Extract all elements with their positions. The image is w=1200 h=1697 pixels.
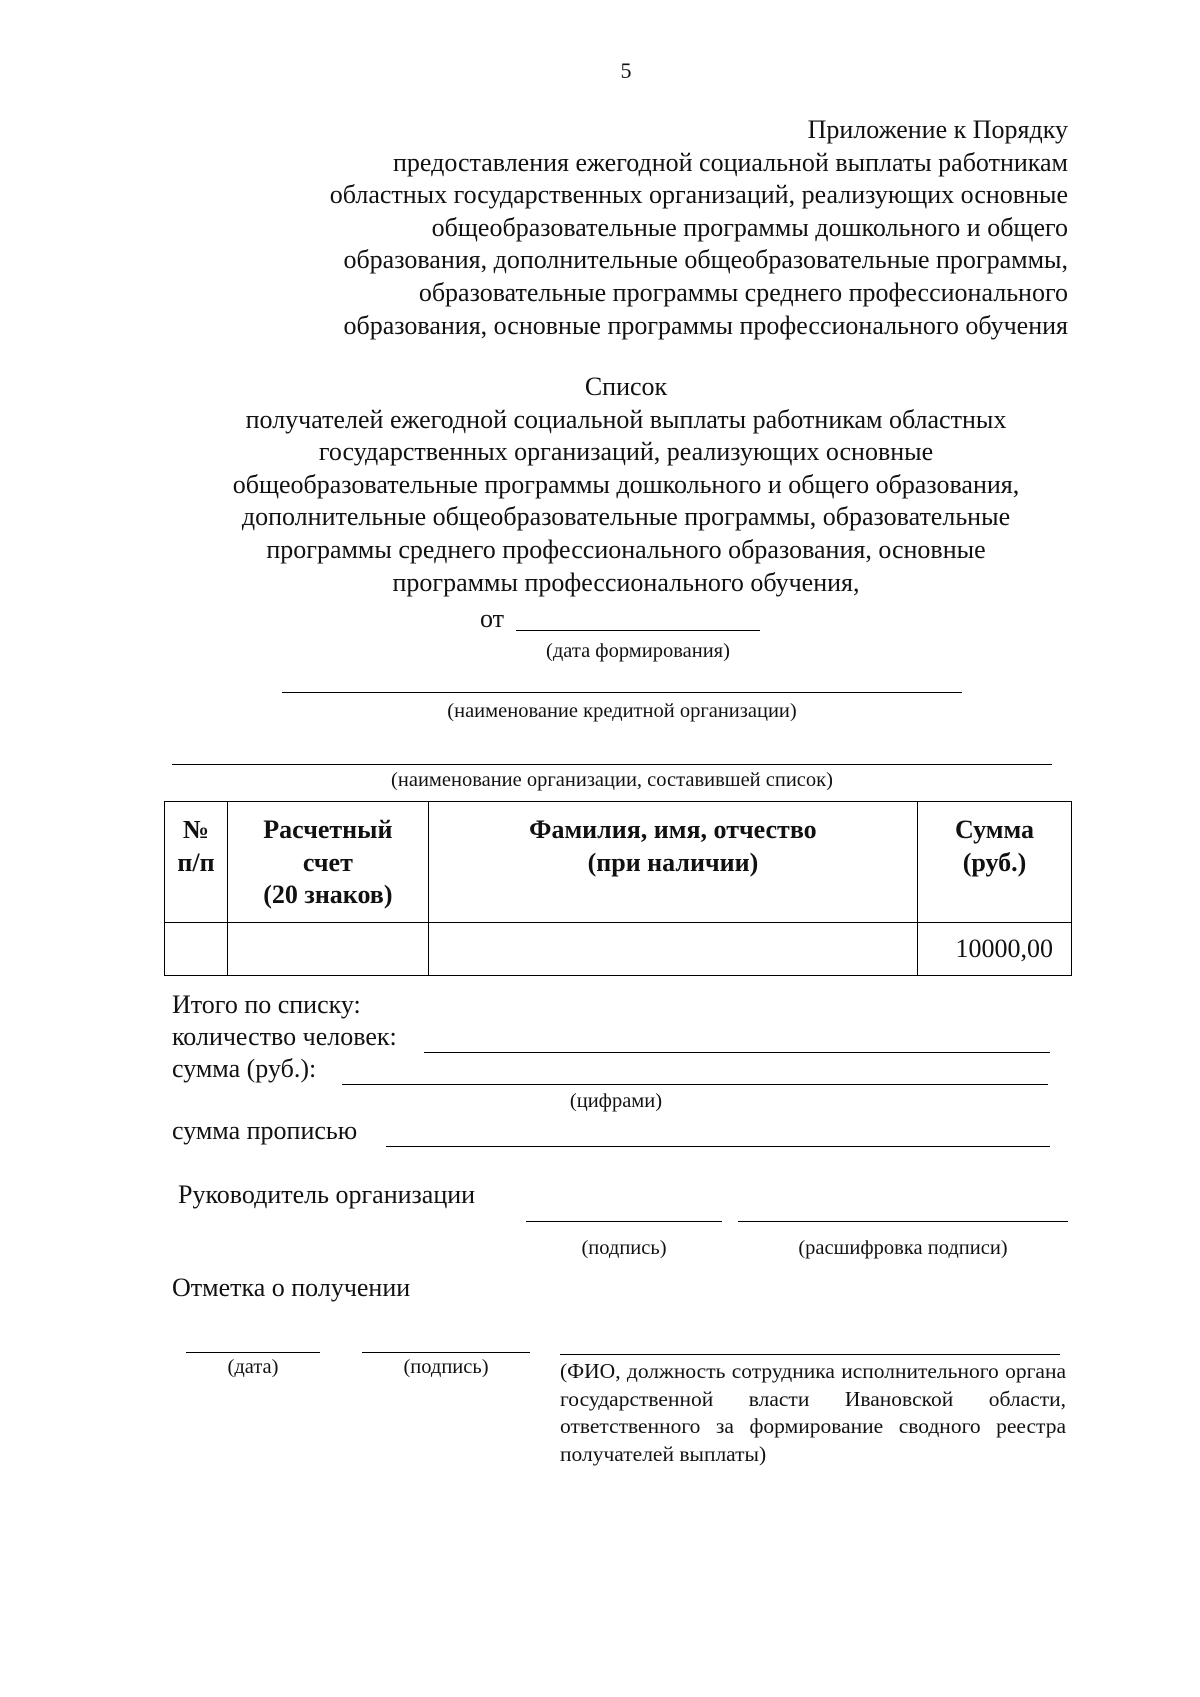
receipt-signature-caption: (подпись) xyxy=(403,1356,489,1378)
list-title-line: программы среднего профессионального образования, основные xyxy=(266,534,986,564)
header-sum: Сумма (руб.) xyxy=(918,802,1072,923)
people-count-line[interactable] xyxy=(424,1052,1050,1053)
receipt-signature-line[interactable] xyxy=(362,1352,530,1353)
recipients-table xyxy=(164,801,1072,976)
people-count-label: количество человек: xyxy=(172,1022,397,1051)
cell-full-name[interactable] xyxy=(428,922,917,975)
list-title-line: дополнительные общеобразовательные программы, образовательные xyxy=(241,502,1011,532)
list-title-line: получателей ежегодной социальной выплаты работникам областных xyxy=(245,404,1007,434)
organization-line[interactable] xyxy=(172,764,1052,765)
head-decoding-line[interactable] xyxy=(738,1221,1068,1222)
list-title xyxy=(0,371,1200,599)
appendix-line: образовательные программы среднего профессионального xyxy=(418,277,1068,307)
sum-digits-line[interactable] xyxy=(342,1084,1048,1085)
list-title-line: программы профессионального обучения, xyxy=(392,567,860,597)
receipt-mark-label: Отметка о получении xyxy=(172,1273,411,1302)
formation-date-caption: (дата формирования) xyxy=(546,640,730,662)
appendix-header xyxy=(248,114,1068,342)
formation-date-line[interactable] xyxy=(516,630,760,631)
credit-org-caption: (наименование кредитной организации) xyxy=(447,700,797,722)
list-title-line: государственных организаций, реализующих основные xyxy=(318,437,934,467)
from-label: от xyxy=(480,604,505,633)
appendix-line: Приложение к Порядку xyxy=(807,115,1068,144)
list-title-line: общеобразовательные программы дошкольного и общего образования, xyxy=(232,469,1020,499)
appendix-line: предоставления ежегодной социальной выплаты работникам xyxy=(393,147,1068,177)
header-full-name: Фамилия, имя, отчество (при наличии) xyxy=(428,802,917,923)
head-decoding-caption: (расшифровка подписи) xyxy=(798,1237,1008,1259)
totals-heading: Итого по списку: xyxy=(172,990,361,1019)
header-account: Расчетный счет (20 знаков) xyxy=(227,802,428,923)
appendix-line: образования, основные программы профессионального обучения xyxy=(343,310,1068,340)
table-row xyxy=(165,922,1072,975)
appendix-line: общеобразовательные программы дошкольного и общего xyxy=(431,212,1068,242)
appendix-line: областных государственных организаций, реализующих основные xyxy=(329,180,1068,210)
cell-sum[interactable]: 10000,00 xyxy=(918,922,1072,975)
head-of-organization-label: Руководитель организации xyxy=(178,1180,476,1209)
receipt-date-caption: (дата) xyxy=(227,1356,279,1378)
credit-org-line[interactable] xyxy=(282,692,962,693)
list-title-line: Список xyxy=(584,372,668,401)
cell-account[interactable] xyxy=(227,922,428,975)
receipt-date-line[interactable] xyxy=(186,1352,320,1353)
head-signature-caption: (подпись) xyxy=(581,1237,667,1259)
page-number: 5 xyxy=(620,58,632,83)
receipt-fio-caption: (ФИО, должность сотрудника исполнительного органа государственной власти Ивановской области, ответственного за формирование сводного реестра получателей выплаты) xyxy=(560,1359,1066,1466)
sum-label: сумма (руб.): xyxy=(172,1054,317,1083)
sum-words-label: сумма прописью xyxy=(172,1116,358,1145)
organization-caption: (наименование организации, составившей список) xyxy=(391,769,833,791)
receipt-fio-line[interactable] xyxy=(560,1354,1060,1355)
table-header-row xyxy=(165,802,1072,923)
head-signature-line[interactable] xyxy=(526,1221,722,1222)
header-number: № п/п xyxy=(165,802,228,923)
cell-number[interactable] xyxy=(165,922,228,975)
digits-caption: (цифрами) xyxy=(569,1090,663,1112)
appendix-line: образования, дополнительные общеобразовательные программы, xyxy=(343,245,1068,275)
sum-words-line[interactable] xyxy=(386,1146,1050,1147)
